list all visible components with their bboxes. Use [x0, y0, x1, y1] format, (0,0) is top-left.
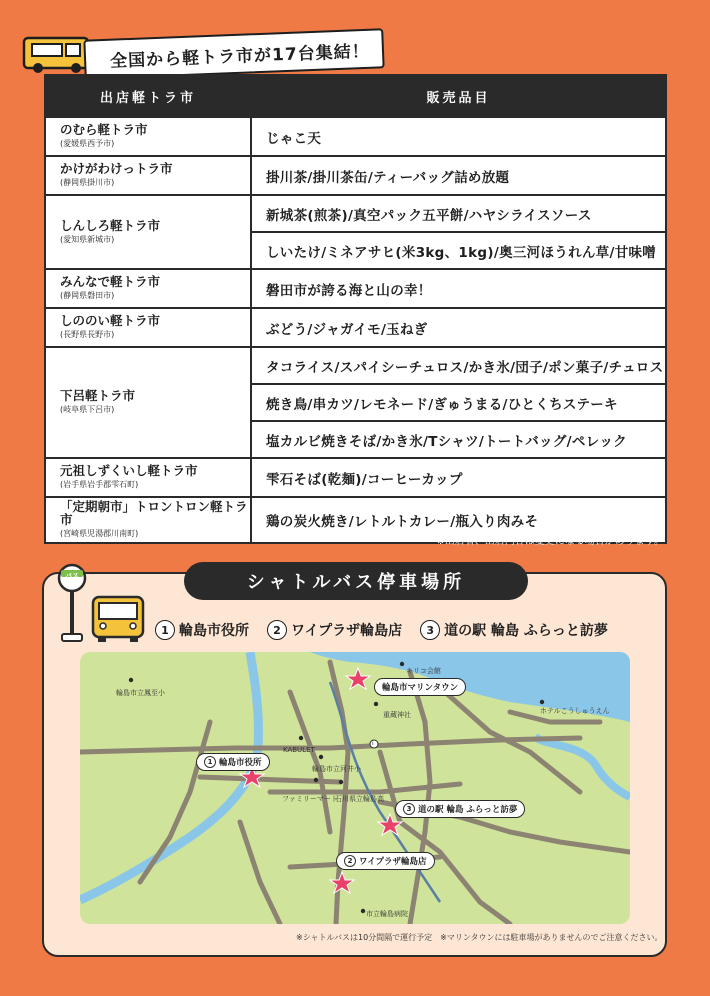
shop-cell — [45, 195, 251, 269]
table-row — [45, 195, 666, 232]
map-label-hotel: ホテルこうしゅうえん — [540, 707, 610, 715]
items-cell: 磐田市が誇る海と山の幸！ — [251, 269, 666, 308]
items-cell: 塩カルビ焼きそば/かき氷/Tシャツ/トートバッグ/ペレック — [251, 421, 666, 458]
table-row — [45, 458, 666, 497]
shop-prefecture: (岐阜県下呂市) — [60, 405, 115, 414]
shuttle-title: シャトルバス停車場所 — [184, 562, 528, 600]
shop-prefecture: (長野県長野市) — [60, 330, 115, 339]
callout-city-hall — [196, 753, 270, 771]
shop-cell — [45, 458, 251, 497]
shop-name: のむら軽トラ市 — [60, 122, 148, 137]
shop-prefecture: (静岡県掛川市) — [60, 178, 115, 187]
shop-name: かけがわけっトラ市 — [60, 161, 173, 176]
callout-yplaza — [336, 852, 435, 870]
map-label-family: ファミリーマート — [282, 795, 338, 803]
shuttle-note: ※シャトルバスは10分間隔で運行予定 ※マリンタウンには駐車場がありませんのでご注意ください。 — [296, 933, 663, 942]
map-label-juzo: 重蔵神社 — [383, 711, 411, 719]
items-cell: タコライス/スパイシーチュロス/かき氷/団子/ポン菓子/チュロス — [251, 347, 666, 384]
callout-michinoeki-label: 道の駅 輪島 ふらっと訪夢 — [418, 805, 518, 815]
stop-1 — [155, 620, 249, 640]
stop-3 — [420, 620, 608, 640]
callout-city-hall-label: 輪島市役所 — [219, 758, 262, 768]
shop-cell — [45, 347, 251, 458]
table-row — [45, 347, 666, 384]
stop-2-name: ワイプラザ輪島店 — [291, 623, 403, 639]
stop-1-number: 1 — [155, 620, 175, 640]
table-row — [45, 269, 666, 308]
callout-michinoeki — [395, 800, 525, 818]
shop-name: 「定期朝市」トロントロン軽トラ市 — [60, 499, 248, 527]
callout-yplaza-number: 2 — [344, 855, 356, 867]
bus-sign-label: バス — [65, 572, 79, 580]
col-items-header: 販売品目 — [251, 75, 666, 117]
stop-2-number: 2 — [267, 620, 287, 640]
map-label-kawai: 輪島市立河井小 — [312, 765, 361, 773]
shop-name: みんなで軽トラ市 — [60, 274, 161, 289]
shop-prefecture: (愛知県新城市) — [60, 234, 115, 244]
items-cell: 雫石そば(乾麺)/コーヒーカップ — [251, 458, 666, 497]
bus-icon — [90, 594, 146, 644]
shop-name: しんしろ軽トラ市 — [60, 217, 161, 233]
col-shop-header: 出店軽トラ市 — [45, 75, 251, 117]
table-row — [45, 117, 666, 156]
shop-name: しののい軽トラ市 — [60, 313, 161, 328]
map-label-kiriko: キリコ会館 — [406, 667, 441, 675]
callout-michinoeki-number: 3 — [403, 803, 415, 815]
shop-name: 元祖しずくいし軽トラ市 — [60, 463, 198, 478]
kei-truck-icon — [22, 30, 92, 74]
stop-3-number: 3 — [420, 620, 440, 640]
items-cell: しいたけ/ミネアサヒ(米3kg、1kg)/奥三河ほうれん草/甘味噌 — [251, 232, 666, 269]
items-cell: じゃこ天 — [251, 117, 666, 156]
table-row — [45, 308, 666, 347]
items-cell: 新城茶(煎茶)/真空パック五平餅/ハヤシライスソース — [251, 195, 666, 232]
map-label-ishikawa: 石川県立輪島高 — [335, 795, 384, 803]
map-label-kabulet: KABULET — [283, 746, 315, 754]
callout-marine — [374, 678, 466, 696]
shop-prefecture: (静岡県磐田市) — [60, 291, 115, 300]
stop-2 — [267, 620, 402, 640]
callout-marine-label: 輪島市マリンタウン — [382, 683, 459, 693]
items-cell: 掛川茶/掛川茶缶/ティーバッグ詰め放題 — [251, 156, 666, 195]
callout-yplaza-label: ワイプラザ輪島店 — [359, 857, 427, 867]
shop-cell — [45, 156, 251, 195]
callout-city-hall-number: 1 — [204, 756, 216, 768]
header-title: 全国から軽トラ市が17台集結！ — [83, 28, 384, 79]
map-label-fugeshi: 輪島市立鳳至小 — [116, 689, 165, 697]
table-note: ※出店者、出店内容は変更になる場合があります。 — [436, 536, 664, 547]
shop-cell — [45, 497, 251, 543]
map-label-hospital: 市立輪島病院 — [366, 910, 408, 918]
items-cell: 鶏の炭火焼き/レトルトカレー/瓶入り肉みそ — [251, 497, 666, 543]
shop-cell — [45, 117, 251, 156]
vendor-table — [44, 74, 667, 544]
shop-prefecture: (愛媛県西予市) — [60, 139, 115, 148]
shop-prefecture: (岩手県岩手郡雫石町) — [60, 480, 139, 489]
info-icon: i — [372, 740, 374, 747]
shop-cell — [45, 269, 251, 308]
shop-cell — [45, 308, 251, 347]
items-cell: ぶどう/ジャガイモ/玉ねぎ — [251, 308, 666, 347]
shop-prefecture: (宮崎県児湯郡川南町) — [60, 529, 139, 538]
table-row — [45, 156, 666, 195]
stop-list — [155, 620, 608, 640]
shop-name: 下呂軽トラ市 — [60, 388, 136, 403]
stop-3-name: 道の駅 輪島 ふらっと訪夢 — [444, 623, 608, 639]
stop-1-name: 輪島市役所 — [179, 623, 249, 639]
items-cell: 焼き鳥/串カツ/レモネード/ぎゅうまる/ひとくちステーキ — [251, 384, 666, 421]
